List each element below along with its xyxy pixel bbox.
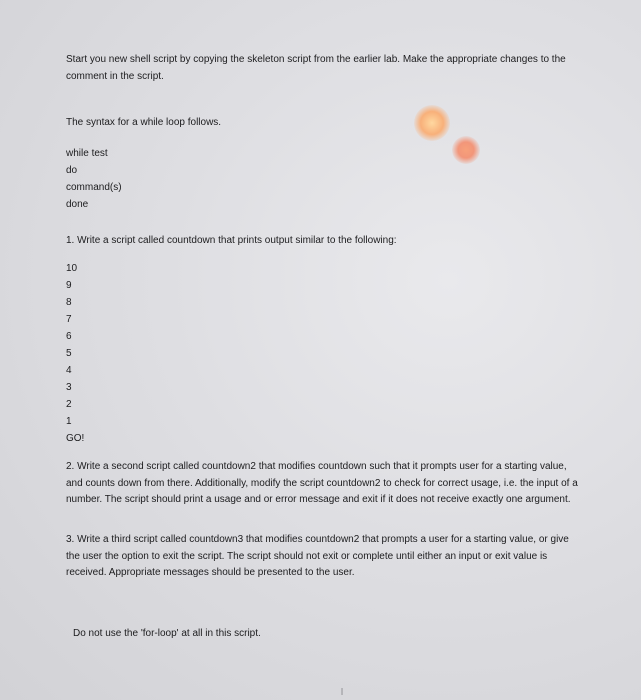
syntax-line-while: while test xyxy=(66,148,108,159)
countdown-go: GO! xyxy=(66,433,85,444)
countdown-2: 2 xyxy=(66,399,72,410)
countdown-7: 7 xyxy=(66,314,72,325)
countdown-4: 4 xyxy=(66,365,72,376)
text-cursor-icon: I xyxy=(340,687,344,698)
question-1: 1. Write a script called countdown that prints output similar to the following: xyxy=(66,235,397,246)
question-3: 3. Write a third script called countdown3 that modifies countdown2 that prompts a user for a starting value, or give the user the option to exit the script. The script should not exit or complete until either an input or exit value is received. Appropriate messages should be presented to the user. xyxy=(66,534,569,578)
intro-paragraph: Start you new shell script by copying the skeleton script from the earlier lab. Make the appropriate changes to the comment in the script. xyxy=(66,54,566,82)
syntax-heading: The syntax for a while loop follows. xyxy=(66,117,222,128)
countdown-3: 3 xyxy=(66,382,72,393)
note-no-for-loop: Do not use the 'for-loop' at all in this script. xyxy=(73,628,261,639)
countdown-8: 8 xyxy=(66,297,72,308)
light-glare-secondary xyxy=(452,136,480,164)
syntax-line-do: do xyxy=(66,165,78,176)
syntax-line-done: done xyxy=(66,199,89,210)
countdown-5: 5 xyxy=(66,348,72,359)
question-2: 2. Write a second script called countdown2 that modifies countdown such that it prompts user for a starting value, and counts down from there. Additionally, modify the script countdown2 to check for correct usage, i.e. the input of a number. The script should print a usage and or error message and exit if it does not receive exactly one argument. xyxy=(66,461,578,505)
countdown-10: 10 xyxy=(66,263,78,274)
countdown-6: 6 xyxy=(66,331,72,342)
countdown-9: 9 xyxy=(66,280,72,291)
syntax-line-commands: command(s) xyxy=(66,182,122,193)
countdown-1: 1 xyxy=(66,416,72,427)
light-glare xyxy=(414,105,450,141)
